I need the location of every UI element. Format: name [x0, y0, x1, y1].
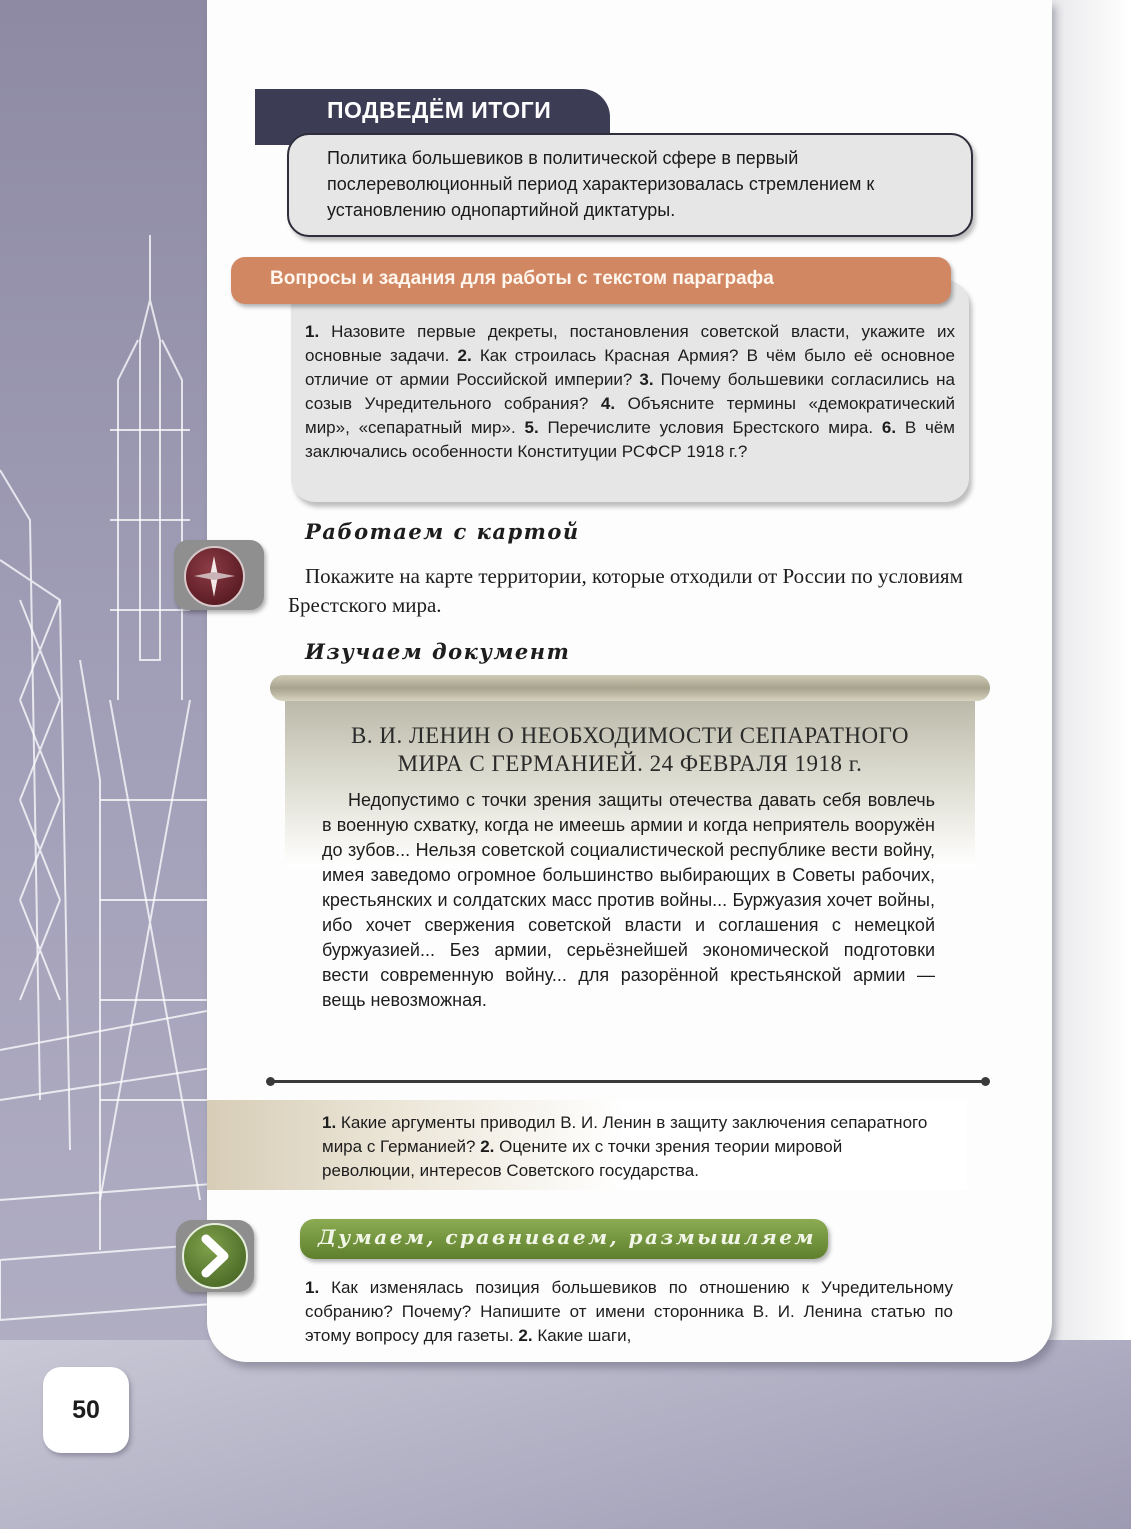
summary-title: ПОДВЕДЁМ ИТОГИ	[327, 97, 552, 123]
document-question-item: 1. Какие аргументы приводил В. И. Ленин в защиту заключения сепаратного мира с Германией?	[322, 1113, 928, 1156]
think-text	[305, 1276, 953, 1348]
decorative-lower-panel	[0, 1340, 1131, 1529]
page-number: 50	[43, 1367, 129, 1453]
map-work-heading: Работаем с картой	[305, 519, 580, 544]
question-item: 5. Перечислите условия Брестского мира.	[524, 418, 874, 437]
question-item: 3. Почему большевики согласились на созыв Учредительного собрания?	[305, 370, 955, 413]
document-title-line-1: В. И. ЛЕНИН О НЕОБХОДИМОСТИ СЕПАРАТНОГО	[351, 723, 909, 748]
questions-list	[305, 320, 955, 464]
decorative-right-edge	[1045, 0, 1131, 1340]
question-item: 4. Объясните термины «демократический мир», «сепаратный мир».	[305, 394, 955, 437]
divider	[270, 1080, 985, 1083]
think-item: 1. Как изменялась позиция большевиков по отношению к Учредительному собранию? Почему? Напишите от имени сторонника В. И. Ленина статью по этому вопросу для газеты.	[305, 1278, 953, 1345]
question-item: 1. Назовите первые декреты, постановления советской власти, укажите их основные задачи.	[305, 322, 955, 365]
document-heading: Изучаем документ	[305, 639, 571, 664]
think-item: 2. Какие шаги,	[518, 1326, 632, 1345]
arrow-right-icon	[176, 1220, 254, 1292]
map-work-text: Покажите на карте территории, которые отходили от России по условиям Брестского мира.	[288, 564, 963, 617]
questions-heading: Вопросы и задания для работы с текстом параграфа	[270, 268, 774, 289]
summary-text: Политика большевиков в политической сфере в первый послереволюционный период характеризовалась стремлением к установлению однопартийной диктатуры.	[327, 148, 875, 220]
question-item: 2. Как строилась Красная Армия? В чём было её основное отличие от армии Российской империи?	[305, 346, 955, 389]
document-questions	[322, 1111, 937, 1183]
scroll-rod	[270, 675, 990, 701]
compass-icon	[174, 540, 264, 610]
document-title	[300, 722, 960, 778]
question-item: 6. В чём заключались особенности Конституции РСФСР 1918 г.?	[305, 418, 955, 461]
document-title-line-2: МИРА С ГЕРМАНИЕЙ. 24 ФЕВРАЛЯ 1918 г.	[397, 751, 863, 776]
think-heading: Думаем, сравниваем, размышляем	[318, 1225, 817, 1249]
document-question-item: 2. Оцените их с точки зрения теории мировой революции, интересов Советского государства.	[322, 1137, 843, 1180]
divider-dot-right	[981, 1077, 990, 1086]
document-text: Недопустимо с точки зрения защиты отечества давать себя вовлечь в военную схватку, когда не имеешь армии и когда неприятель вооружён до зубов... Нельзя советской социалистической республике вести войну, имея заведомо огромное большинство выбирающих в Советы рабочих, крестьянских и солдатских масс против войны... Буржуазия хочет войны, ибо хочет свержения советской власти и соглашения с немецкой буржуазией... Без армии, серьёзнейшей экономической подготовки вести современную войну... для разорённой крестьянской армии — вещь невозможная.	[322, 790, 935, 1010]
